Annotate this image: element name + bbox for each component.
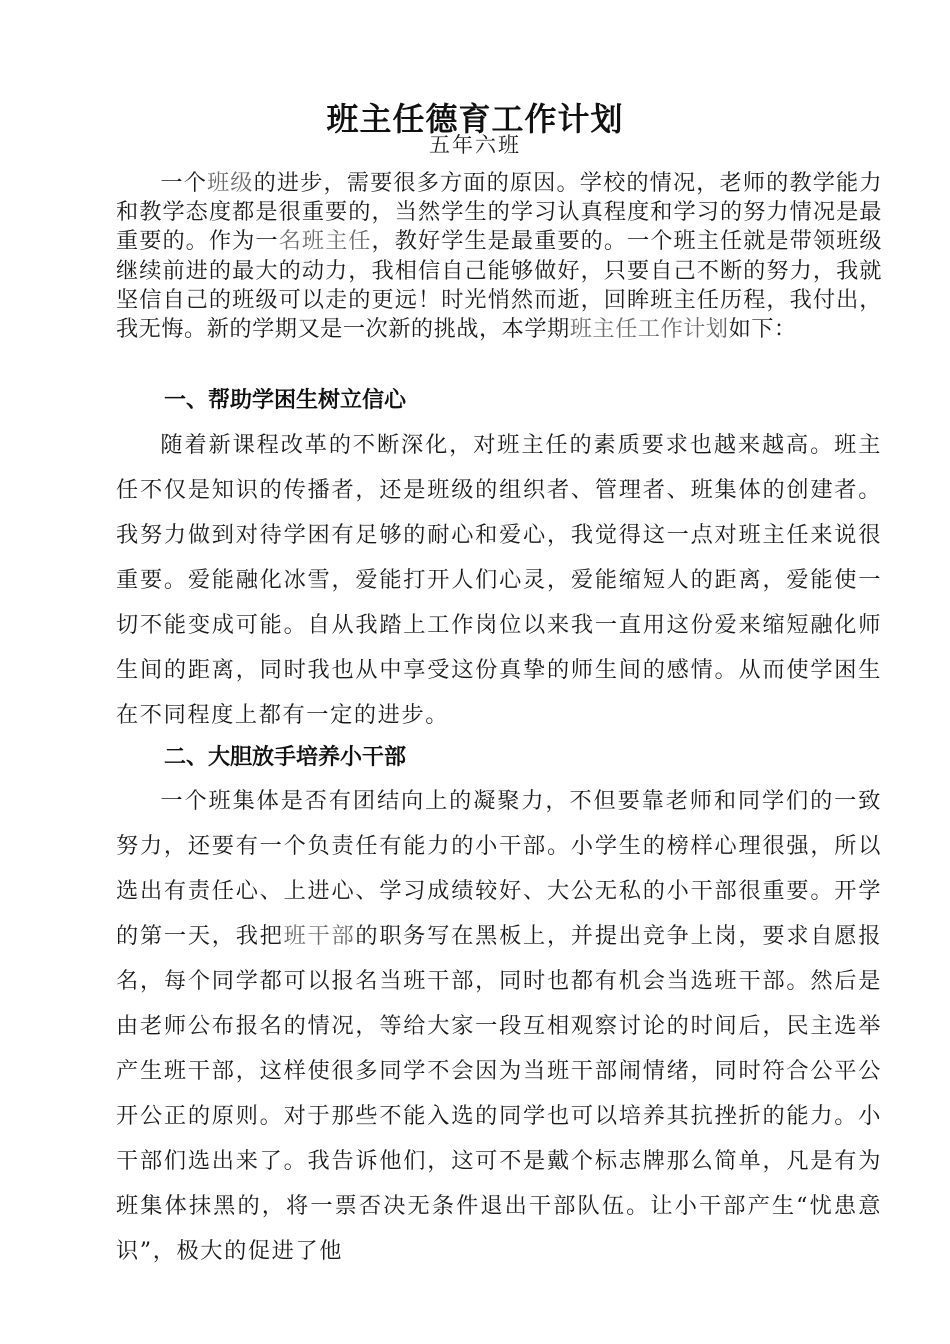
section-paragraph-1: 随着新课程改革的不断深化，对班主任的素质要求也越来越高。班主任不仅是知识的传播者，还是班级的组织者、管理者、班集体的创建者。我努力做到对待学困有足够的耐心和爱心，我觉得这一点对班主任来说很重要。爱能融化冰雪，爱能打开人们心灵，爱能缩短人的距离，爱能使一切不能变成可能。自从我踏上工作岗位以来我一直用这份爱来缩短融化师生间的距离，同时我也从中享受这份真挚的师生间的感情。从而使学困生在不同程度上都有一定的进步。: [116, 432, 882, 728]
intro-link-class[interactable]: 班级: [207, 170, 254, 196]
section-heading-2: 二、大胆放手培养小干部: [164, 745, 407, 770]
intro-text-2: 的进步，需要很多方面的原因。学校的情况，老师的教学能力和教学态度都是很重要的，当然学生的学习认真程度和学习的努力情况是最重要的。作为一: [116, 170, 883, 255]
section-2-text-1: 一个班集体是否有团结向上的凝聚力，不但要靠老师和同学们的一致努力，还要有一个负责任有能力的小干部。小学生的榜样心理很强，所以选出有责任心、上进心、学习成绩较好、大公无私的小干部很重要。开学的第一天，我把: [116, 788, 882, 949]
class-subtitle: 五年六班: [429, 133, 521, 157]
intro-text-4: 如下：: [728, 316, 797, 343]
section-paragraph-2: [116, 779, 882, 1274]
section-heading-1: 一、帮助学困生树立信心: [164, 388, 407, 413]
section-2-link-class-cadre[interactable]: 班干部: [283, 923, 356, 949]
intro-paragraph: [116, 169, 882, 344]
intro-text-1: 一个: [160, 170, 207, 196]
intro-link-work-plan[interactable]: 班主任工作计划: [569, 316, 729, 343]
section-2-text-2: 的职务写在黑板上，并提出竞争上岗，要求自愿报名，每个同学都可以报名当班干部，同时也都有机会当选班干部。然后是由老师公布报名的情况，等给大家一段互相观察讨论的时间后，民主选举产生班干部，这样使很多同学不会因为当班干部闹情绪，同时符合公平公开公正的原则。对于那些不能入选的同学也可以培养其抗挫折的能力。小干部们选出来了。我告诉他们，这可不是戴个标志牌那么简单，凡是有为班集体抹黑的，将一票否决无条件退出干部队伍。让小干部产生“忧患意识”，极大的促进了他: [116, 923, 882, 1264]
intro-text-3: ，教好学生是最重要的。一个班主任就是带领班级继续前进的最大的动力，我相信自己能够做好，只要自己不断的努力，我就坚信自己的班级可以走的更远！时光悄然而逝，回眸班主任历程，我付出，我无悔。新的学期又是一次新的挑战，本学期: [116, 228, 883, 343]
page-title: 班主任德育工作计划: [326, 100, 624, 139]
intro-link-head-teacher[interactable]: 名班主任: [278, 228, 372, 255]
